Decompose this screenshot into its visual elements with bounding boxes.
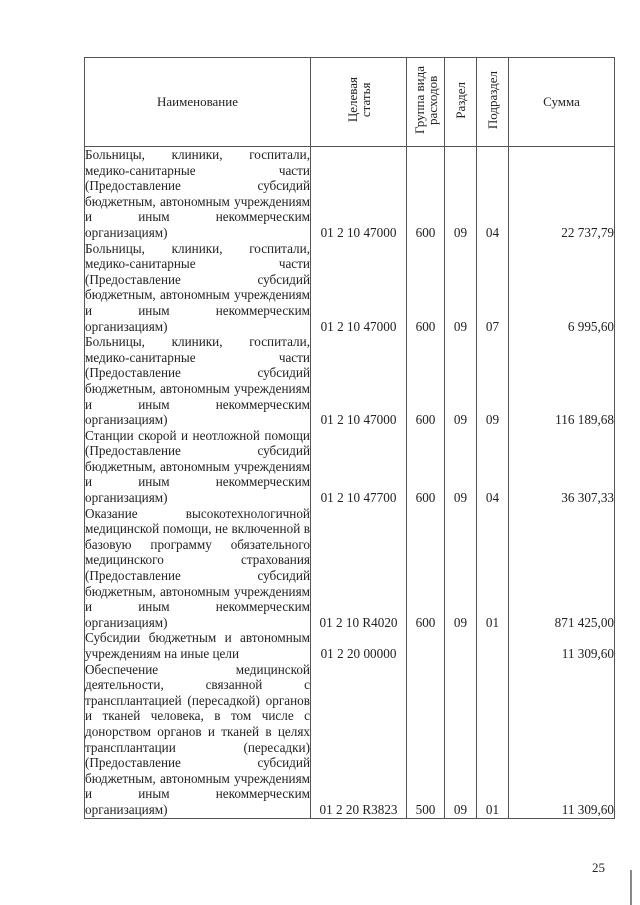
scan-edge-mark	[630, 870, 632, 905]
row-article: 01 2 10 R4020	[311, 506, 407, 631]
row-section: 09	[445, 662, 477, 818]
row-group: 600	[407, 334, 445, 428]
page-number: 25	[592, 860, 605, 875]
table-row	[85, 662, 615, 818]
row-amount: 36 307,33	[509, 428, 615, 506]
row-subsection: 04	[477, 428, 509, 506]
header-name: Наименование	[85, 58, 311, 147]
row-amount: 11 309,60	[509, 630, 615, 661]
row-name: Больницы, клиники, госпитали, медико-санитарные части (Предоставление субсидий бюджетным, автономным учреждениям и иным некоммерческим организациям)	[85, 240, 310, 334]
table-row	[85, 428, 615, 506]
row-article: 01 2 20 00000	[311, 630, 407, 661]
budget-table	[84, 57, 615, 819]
row-section: 09	[445, 241, 477, 335]
row-amount: 871 425,00	[509, 506, 615, 631]
row-article: 01 2 20 R3823	[311, 662, 407, 818]
table-row	[85, 506, 615, 631]
row-amount: 6 995,60	[509, 241, 615, 335]
table-row	[85, 147, 615, 241]
row-article: 01 2 10 47000	[311, 334, 407, 428]
row-section: 09	[445, 147, 477, 241]
row-subsection: 09	[477, 334, 509, 428]
row-section: 09	[445, 334, 477, 428]
row-name: Станции скорой и неотложной помощи (Предоставление субсидий бюджетным, автономным учреждениям и иным некоммерческим организациям)	[85, 427, 310, 506]
header-subsection: Подраздел	[477, 58, 509, 147]
table-row	[85, 241, 615, 335]
row-name: Больницы, клиники, госпитали, медико-санитарные части (Предоставление субсидий бюджетным, автономным учреждениям и иным некоммерческим организациям)	[85, 147, 310, 240]
row-section: 09	[445, 428, 477, 506]
row-amount: 11 309,60	[509, 662, 615, 818]
row-article: 01 2 10 47000	[311, 147, 407, 241]
header-target-article: Целевая статья	[311, 58, 407, 147]
row-article: 01 2 10 47000	[311, 241, 407, 335]
header-amount: Сумма	[509, 58, 615, 147]
row-group: 600	[407, 506, 445, 631]
row-subsection	[477, 630, 509, 661]
row-section	[445, 630, 477, 661]
row-amount: 116 189,68	[509, 334, 615, 428]
row-name: Обеспечение медицинской деятельности, связанной с трансплантацией (пересадкой) органов и тканей человека, в том числе с донорством органов и тканей в целях трансплантации (пересадки) (Предоставление субсидий бюджетным, автономным учреждениям и иным некоммерческим организациям)	[85, 661, 310, 817]
row-subsection: 07	[477, 241, 509, 335]
row-section: 09	[445, 506, 477, 631]
row-group: 500	[407, 662, 445, 818]
table-header-row	[85, 58, 615, 147]
row-name: Оказание высокотехнологичной медицинской помощи, не включенной в базовую программу обязательного медицинского страхования (Предоставление субсидий бюджетным, автономным учреждениям и иным некоммерческим организациям)	[85, 505, 310, 630]
row-group: 600	[407, 147, 445, 241]
row-subsection: 04	[477, 147, 509, 241]
row-article: 01 2 10 47700	[311, 428, 407, 506]
row-group: 600	[407, 241, 445, 335]
row-group: 600	[407, 428, 445, 506]
row-name: Больницы, клиники, госпитали, медико-санитарные части (Предоставление субсидий бюджетным, автономным учреждениям и иным некоммерческим организациям)	[85, 334, 310, 428]
row-subsection: 01	[477, 506, 509, 631]
row-name: Субсидии бюджетным и автономным учреждениям на иные цели	[85, 630, 310, 661]
table-row	[85, 630, 615, 661]
row-subsection: 01	[477, 662, 509, 818]
header-section: Раздел	[445, 58, 477, 147]
header-expense-group: Группа вида расходов	[407, 58, 445, 147]
table-row	[85, 334, 615, 428]
row-group	[407, 630, 445, 661]
row-amount: 22 737,79	[509, 147, 615, 241]
